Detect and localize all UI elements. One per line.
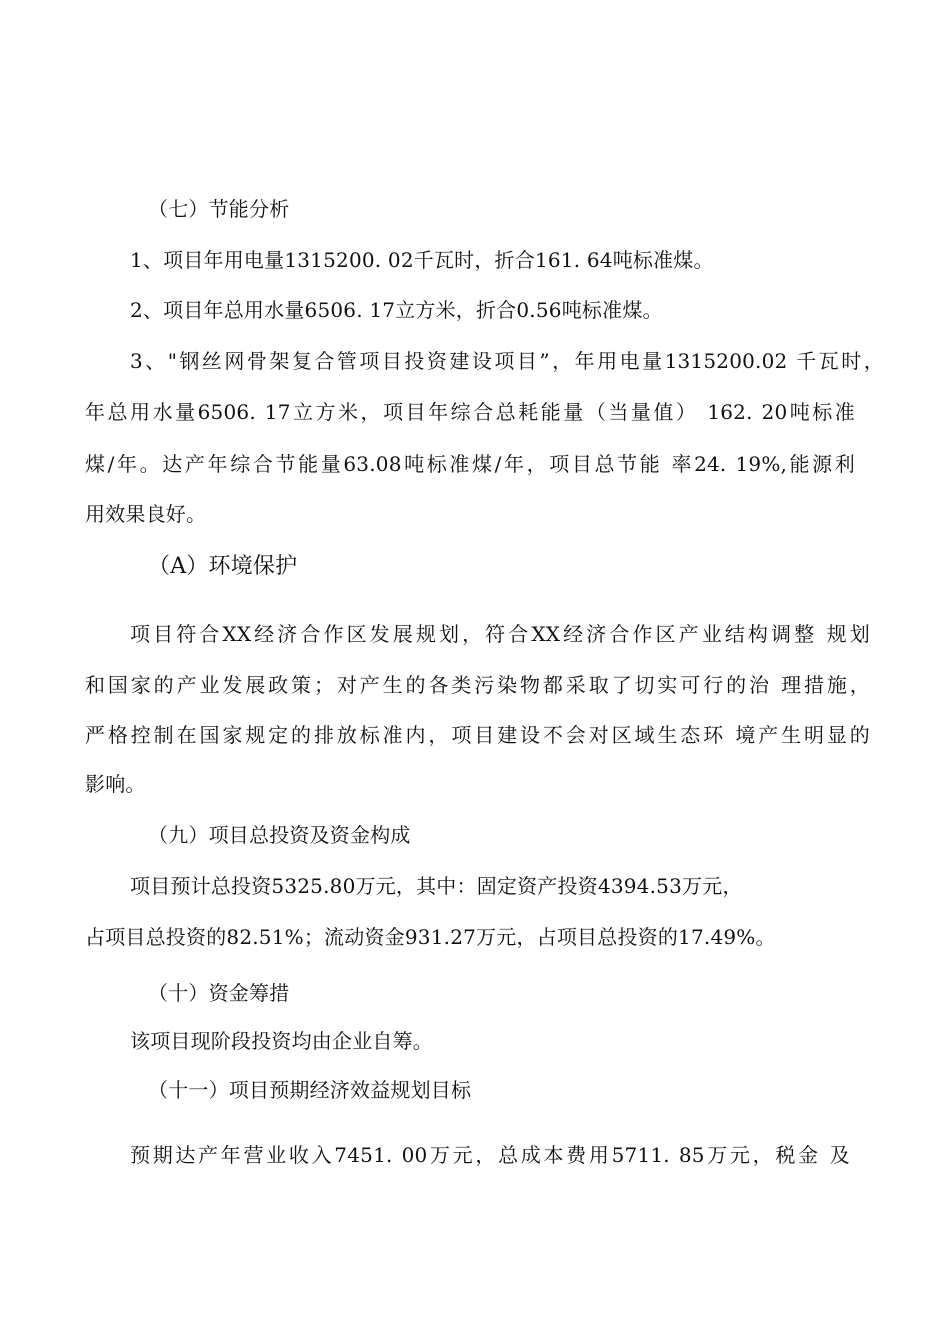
section-heading-funding: （十）资金筹措 [148,981,290,1005]
energy-item-summary-line-3: 煤/年。达产年综合节能量63.08吨标准煤/年，项目总节能 率24. 19%,能源利 [85,452,855,476]
environment-paragraph-line-2: 和国家的产业发展政策；对产生的各类污染物都采取了切实可行的治 理措施， [85,673,870,697]
energy-item-electricity: 1、项目年用电量1315200. 02千瓦时，折合161. 64吨标准煤。 [130,248,714,272]
energy-item-summary-line-4: 用效果良好。 [85,502,207,526]
energy-item-summary-line-2: 年总用水量6506. 17立方米，项目年综合总耗能量（当量值） 162. 20吨标准 [85,400,855,424]
economic-targets-paragraph-line-1: 预期达产年营业收入7451. 00万元，总成本费用5711. 85万元，税金 及 [130,1143,850,1167]
section-heading-economic-targets: （十一）项目预期经济效益规划目标 [148,1078,472,1102]
environment-paragraph-line-1: 项目符合XX经济合作区发展规划，符合XX经济合作区产业结构调整 规划 [130,622,870,646]
funding-paragraph: 该项目现阶段投资均由企业自筹。 [130,1029,433,1053]
environment-paragraph-line-4: 影响。 [85,772,146,796]
investment-paragraph-line-2: 占项目总投资的82.51%；流动资金931.27万元，占项目总投资的17.49%。 [85,925,776,949]
section-heading-investment: （九）项目总投资及资金构成 [148,823,411,847]
investment-paragraph-line-1: 项目预计总投资5325.80万元，其中：固定资产投资4394.53万元， [130,874,743,898]
section-heading-energy-saving: （七）节能分析 [148,197,290,221]
energy-item-summary-line-1: 3、"钢丝网骨架复合管项目投资建设项目”，年用电量1315200.02 千瓦时， [130,349,884,373]
section-heading-environment: （A）环境保护 [148,554,298,579]
environment-paragraph-line-3: 严格控制在国家规定的排放标准内，项目建设不会对区域生态环 境产生明显的 [85,723,870,747]
energy-item-water: 2、项目年总用水量6506. 17立方米，折合0.56吨标准煤。 [130,298,663,322]
